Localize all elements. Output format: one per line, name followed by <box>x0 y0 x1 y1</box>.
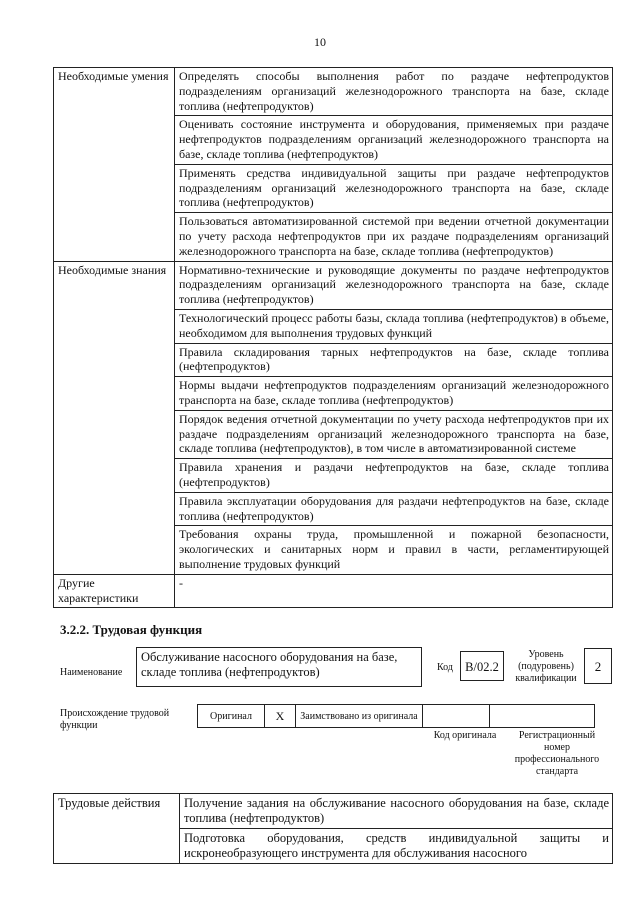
function-code: В/02.2 <box>460 651 504 681</box>
knowledge-item: Правила складирования тарных нефтепродуктов на базе, складе топлива (нефтепродуктов) <box>175 343 613 377</box>
skill-item: Пользоваться автоматизированной системой при ведении отчетной документации по учету расхода нефтепродуктов при их раздаче подразделениям организаций железнодорожного транспорта на базе, складе топлива (нефтепродуктов) <box>175 213 613 261</box>
knowledge-item: Нормы выдачи нефтепродуктов подразделениям организаций железнодорожного транспорта на базе, складе топлива (нефтепродуктов) <box>175 377 613 411</box>
knowledge-item: Требования охраны труда, промышленной и пожарной безопасности, экологических и санитарных норм и правил в части, регламентирующей выполнение трудовых функций <box>175 526 613 574</box>
knowledge-item: Порядок ведения отчетной документации по учету расхода нефтепродуктов при их раздаче подразделениям организаций железнодорожного транспорта на базе, складе топлива (нефтепродуктов), в том числе в автоматизированной системе <box>175 410 613 458</box>
page-number: 10 <box>314 35 326 49</box>
skill-item: Оценивать состояние инструмента и оборудования, применяемых при раздаче нефтепродуктов подразделениям организаций железнодорожного транспорта на базе, складе топлива (нефтепродуктов) <box>175 116 613 164</box>
knowledge-item: Правила хранения и раздачи нефтепродуктов на базе, складе топлива (нефтепродуктов) <box>175 459 613 493</box>
name-label: Наименование <box>60 667 123 678</box>
code-original-label: Код оригинала <box>433 730 497 741</box>
reg-number-cell <box>490 705 595 728</box>
level-label: Уровень (подуровень) квалификации <box>515 649 577 684</box>
table-row <box>54 794 613 829</box>
borrowed-label: Заимствовано из оригинала <box>296 705 423 728</box>
table-row <box>54 574 613 608</box>
other-value: - <box>175 574 613 608</box>
skill-item: Определять способы выполнения работ по раздаче нефтепродуктов подразделениям организаций железнодорожного транспорта на базе, складе топлива (нефтепродуктов) <box>175 68 613 116</box>
requirements-table <box>53 67 613 608</box>
skills-label: Необходимые умения <box>54 68 175 262</box>
code-original-cell <box>423 705 490 728</box>
other-label: Другие характеристики <box>54 574 175 608</box>
table-row <box>54 68 613 116</box>
code-label: Код <box>437 662 453 673</box>
knowledge-item: Технологический процесс работы базы, склада топлива (нефтепродуктов) в объеме, необходимом для выполнения трудовых функций <box>175 309 613 343</box>
labor-action-item: Получение задания на обслуживание насосного оборудования на базе, складе топлива (нефтепродуктов) <box>180 794 613 829</box>
function-name: Обслуживание насосного оборудования на базе, складе топлива (нефтепродуктов) <box>136 647 422 687</box>
knowledge-label: Необходимые знания <box>54 261 175 574</box>
origin-label: Происхождение трудовой функции <box>60 708 170 731</box>
table-row <box>198 705 595 728</box>
knowledge-item: Нормативно-технические и руководящие документы по раздаче нефтепродуктов подразделениям организаций железнодорожного транспорта на базе, складе топлива (нефтепродуктов) <box>175 261 613 309</box>
knowledge-item: Правила эксплуатации оборудования для раздачи нефтепродуктов на базе, складе топлива (нефтепродуктов) <box>175 492 613 526</box>
skill-item: Применять средства индивидуальной защиты при раздаче нефтепродуктов подразделениям организаций железнодорожного транспорта на базе, складе топлива (нефтепродуктов) <box>175 164 613 212</box>
qualification-level: 2 <box>584 648 612 684</box>
labor-actions-table <box>53 793 613 864</box>
labor-actions-label: Трудовые действия <box>54 794 180 864</box>
labor-action-item: Подготовка оборудования, средств индивидуальной защиты и искронеобразующего инструмента для обслуживания насосного <box>180 829 613 864</box>
section-title: 3.2.2. Трудовая функция <box>60 622 203 637</box>
table-row <box>54 261 613 309</box>
origin-table <box>197 704 595 728</box>
original-mark: X <box>265 705 296 728</box>
original-label: Оригинал <box>198 705 265 728</box>
reg-number-label: Регистрационный номер профессионального стандарта <box>514 730 600 777</box>
